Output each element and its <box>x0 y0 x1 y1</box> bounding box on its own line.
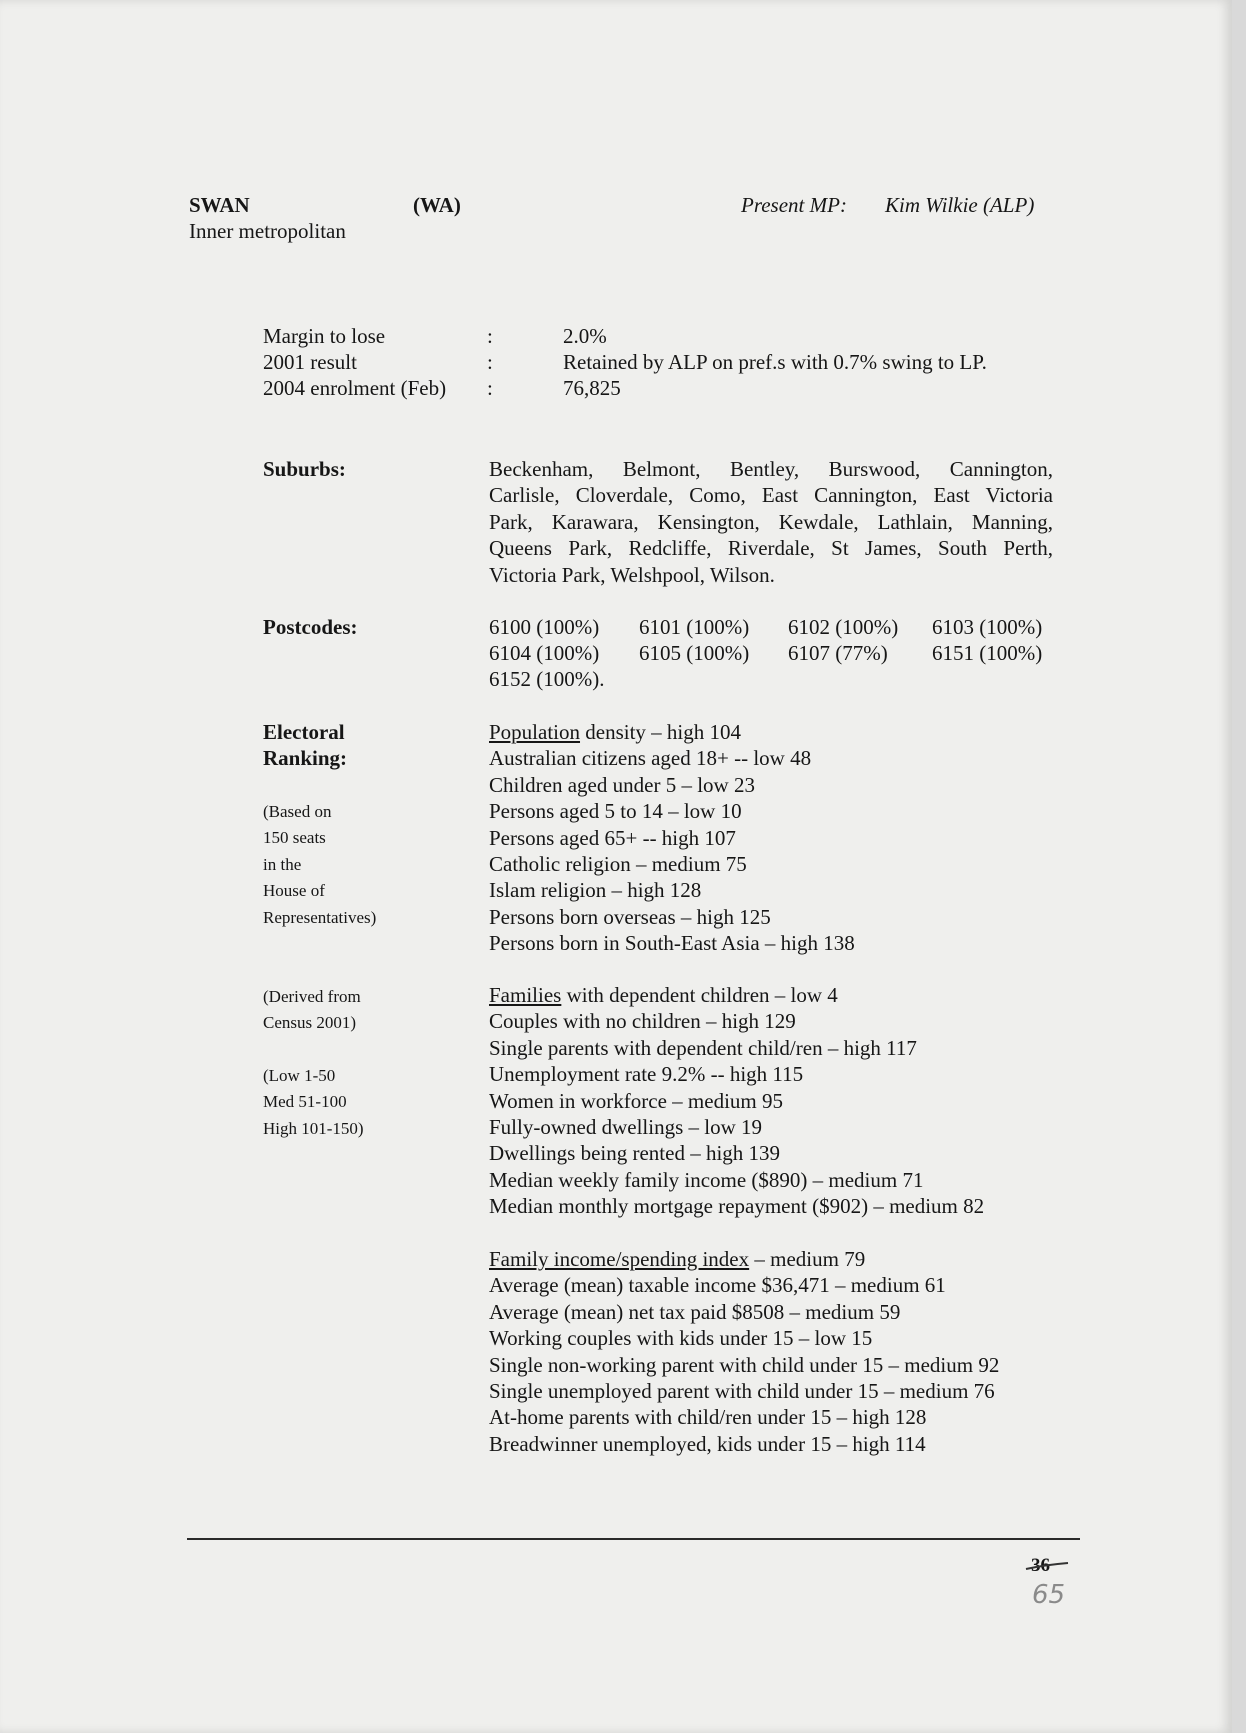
ranking-lead-rest: – medium 79 <box>749 1247 866 1271</box>
summary-value: 76,825 <box>563 376 621 400</box>
handwritten-page-number: 65 <box>1032 1580 1066 1610</box>
ranking-item: Fully-owned dwellings – low 19 <box>489 1115 762 1140</box>
ranking-note: High 101-150) <box>263 1118 364 1138</box>
postcode-cell: 6151 (100%) <box>932 641 1043 665</box>
ranking-item: Persons born in South-East Asia – high 138 <box>489 931 855 956</box>
ranking-item: Couples with no children – high 129 <box>489 1009 796 1034</box>
ranking-lead-underlined: Families <box>489 983 562 1007</box>
suburbs-line: Beckenham, Belmont, Bentley, Burswood, Cannington, <box>489 457 1053 481</box>
ranking-note: 150 seats <box>263 828 326 848</box>
ranking-item: Single parents with dependent child/ren – high 117 <box>489 1035 917 1060</box>
ranking-notes <box>263 799 376 1142</box>
ranking-group-lead <box>489 719 855 745</box>
ranking-item: Dwellings being rented – high 139 <box>489 1141 781 1166</box>
ranking-lead-rest: density – high 104 <box>580 720 742 744</box>
ranking-label-line1: Electoral <box>263 720 345 744</box>
ranking-group-families <box>489 982 984 1220</box>
ranking-note <box>263 1037 376 1063</box>
ranking-group-population <box>489 719 855 957</box>
suburbs-line: Park, Karawara, Kensington, Kewdale, Lathlain, Manning, <box>489 509 1053 534</box>
ranking-item: Average (mean) taxable income $36,471 – medium 61 <box>489 1273 946 1298</box>
ranking-note <box>263 931 376 957</box>
ranking-item: Breadwinner unemployed, kids under 15 – high 114 <box>489 1431 926 1456</box>
page-number: 36 <box>1031 1555 1050 1576</box>
ranking-note: (Based on <box>263 802 332 821</box>
ranking-item: Australian citizens aged 18+ -- low 48 <box>489 746 812 771</box>
footer-rule <box>187 1538 1080 1540</box>
ranking-lead-underlined: Population <box>489 720 581 744</box>
mp-name: Kim Wilkie (ALP) <box>885 193 1035 217</box>
summary-separator: : <box>487 350 493 374</box>
ranking-item: Single non-working parent with child under 15 – medium 92 <box>489 1352 1000 1377</box>
ranking-item: Catholic religion – medium 75 <box>489 852 747 877</box>
ranking-note: (Low 1-50 <box>263 1065 336 1085</box>
ranking-label-line2: Ranking: <box>263 746 348 770</box>
postcode-cell: 6104 (100%) <box>489 641 600 665</box>
ranking-note: House of <box>263 881 325 901</box>
ranking-note: (Derived from <box>263 986 361 1006</box>
summary-label: 2004 enrolment (Feb) <box>263 376 447 400</box>
suburbs-line: Victoria Park, Welshpool, Wilson. <box>489 562 775 587</box>
summary-label: Margin to lose <box>263 324 386 348</box>
seat-state: (WA) <box>413 193 461 217</box>
ranking-lead-rest: with dependent children – low 4 <box>561 983 838 1007</box>
postcode-cell: 6100 (100%) <box>489 615 600 639</box>
ranking-group-lead <box>489 982 984 1008</box>
summary-separator: : <box>487 324 493 348</box>
suburbs-label: Suburbs: <box>263 457 346 481</box>
suburbs-list <box>489 456 1053 588</box>
ranking-group-income <box>489 1246 999 1457</box>
summary-value: 2.0% <box>563 324 607 348</box>
ranking-item: Unemployment rate 9.2% -- high 115 <box>489 1062 804 1087</box>
seat-name: SWAN <box>189 193 250 217</box>
postcode-cell: 6102 (100%) <box>788 615 899 639</box>
summary-separator: : <box>487 376 493 400</box>
suburbs-line: Queens Park, Redcliffe, Riverdale, St James, South Perth, <box>489 536 1053 561</box>
ranking-item: Working couples with kids under 15 – low 15 <box>489 1326 873 1351</box>
mp-label: Present MP: <box>741 193 847 217</box>
ranking-item: Median weekly family income ($890) – medium 71 <box>489 1167 924 1192</box>
postcodes-label: Postcodes: <box>263 615 358 639</box>
postcode-cell: 6101 (100%) <box>639 615 750 639</box>
postcode-cell: 6107 (77%) <box>788 641 888 665</box>
ranking-note: Med 51-100 <box>263 1092 347 1112</box>
ranking-note: Census 2001) <box>263 1013 357 1033</box>
ranking-item: Islam religion – high 128 <box>489 878 702 903</box>
postcode-cell: 6103 (100%) <box>932 615 1043 639</box>
ranking-item: Median monthly mortgage repayment ($902) – medium 82 <box>489 1194 985 1219</box>
ranking-item: Children aged under 5 – low 23 <box>489 772 755 797</box>
ranking-item: Women in workforce – medium 95 <box>489 1088 783 1113</box>
ranking-item: Average (mean) net tax paid $8508 – medium 59 <box>489 1299 901 1324</box>
ranking-group-lead <box>489 1246 999 1272</box>
ranking-note: in the <box>263 854 302 874</box>
ranking-item: At-home parents with child/ren under 15 – high 128 <box>489 1405 927 1430</box>
ranking-lead-underlined: Family income/spending index <box>489 1247 750 1271</box>
seat-classification: Inner metropolitan <box>189 219 346 243</box>
ranking-item: Persons aged 65+ -- high 107 <box>489 825 736 850</box>
ranking-note <box>263 957 376 983</box>
summary-label: 2001 result <box>263 350 357 374</box>
ranking-item: Single unemployed parent with child under 15 – medium 76 <box>489 1379 995 1404</box>
ranking-note: Representatives) <box>263 907 377 927</box>
suburbs-line: Carlisle, Cloverdale, Como, East Cannington, East Victoria <box>489 483 1053 508</box>
postcode-cell: 6105 (100%) <box>639 641 750 665</box>
summary-value: Retained by ALP on pref.s with 0.7% swing to LP. <box>563 350 987 374</box>
ranking-item: Persons born overseas – high 125 <box>489 904 771 929</box>
ranking-item: Persons aged 5 to 14 – low 10 <box>489 799 742 824</box>
postcode-cell: 6152 (100%). <box>489 667 605 691</box>
